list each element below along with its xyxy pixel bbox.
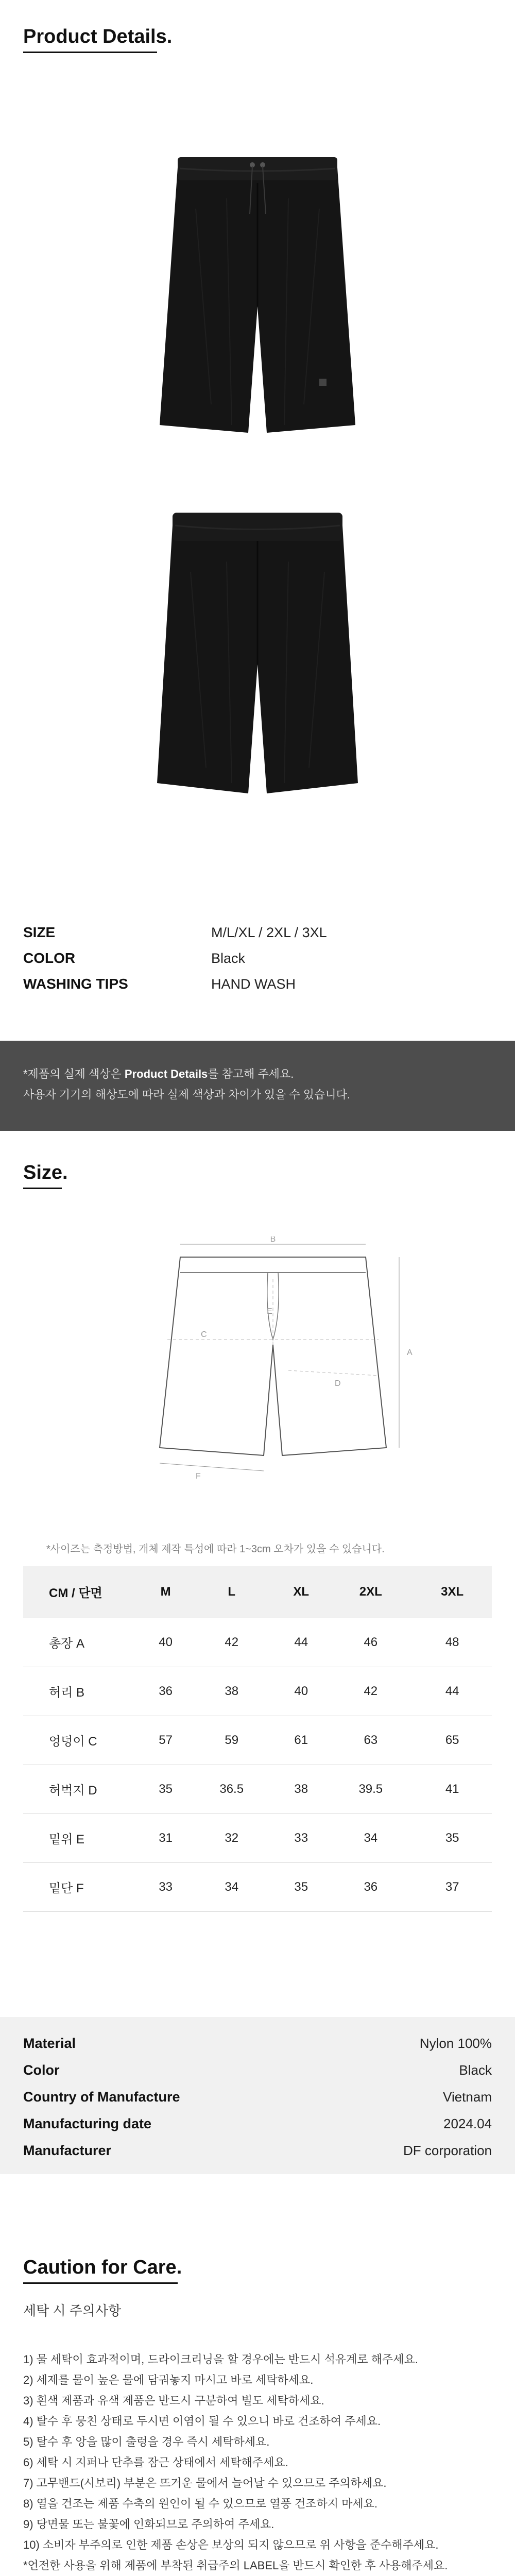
size-table-header: CM / 단면 M L XL 2XL 3XL [23, 1566, 492, 1618]
material-row: Country of Manufacture Vietnam [23, 2089, 492, 2105]
table-row: 엉덩이 C 57 59 61 63 65 [23, 1716, 492, 1765]
list-item: 8) 열을 건조는 제품 수축의 원인이 될 수 있으므로 열풍 건조하지 마세요. [23, 2497, 377, 2510]
product-details-title: Product Details. [23, 26, 172, 48]
material-row: Manufacturing date 2024.04 [23, 2115, 492, 2131]
diagram-label-f: F [196, 1472, 201, 1481]
color-note-band [0, 1041, 515, 1131]
diagram-label-e: E [267, 1307, 272, 1316]
list-item: 9) 당면물 또는 불꽃에 인화되므로 주의하여 주세요. [23, 2518, 274, 2531]
list-item: 6) 세탁 시 지퍼나 단추를 잠근 상태에서 세탁해주세요. [23, 2456, 288, 2469]
diagram-label-a: A [407, 1348, 413, 1357]
list-item: *언전한 사용을 위해 제품에 부착된 취급주의 LABEL을 반드시 확인한 후 사용해주세요. [23, 2559, 448, 2572]
color-note-line1: *제품의 실제 색상은 Product Details를 참고해 주세요. [23, 1067, 294, 1080]
spec-row-washing: WASHING TIPS HAND WASH [23, 976, 296, 992]
list-item: 5) 탈수 후 앙을 많이 출렁을 경우 즉시 세탁하세요. [23, 2435, 270, 2448]
care-title: Caution for Care. [23, 2257, 182, 2279]
spec-list [23, 920, 492, 997]
spec-row-size: SIZE M/L/XL / 2XL / 3XL [23, 924, 327, 940]
list-item: 10) 소비자 부주의로 인한 제품 손상은 보상의 되지 않으므로 위 사항을 준수해주세요. [23, 2538, 439, 2551]
spec-row-color: COLOR Black [23, 950, 246, 966]
list-item: 2) 세제를 물이 높은 물에 담궈놓지 마시고 바로 세탁하세요. [23, 2374, 314, 2386]
list-item: 1) 물 세탁이 효과적이며, 드라이크리닝을 할 경우에는 반드시 석유계로 해주세요. [23, 2353, 418, 2366]
shorts-outline-diagram [118, 1236, 427, 1494]
size-note: *사이즈는 측정방법, 개체 제작 특성에 따라 1~3cm 오차가 있을 수 있습니다. [46, 1544, 385, 1555]
shorts-back-illustration [149, 495, 366, 824]
table-row: 밑단 F 33 34 35 36 37 [23, 1862, 492, 1911]
table-row: 허벅지 D 35 36.5 38 39.5 41 [23, 1765, 492, 1814]
material-info [0, 2017, 515, 2174]
size-title-underline [23, 1188, 62, 1189]
size-diagram [118, 1236, 427, 1494]
shorts-front-photo [149, 137, 366, 466]
material-row: Color Black [23, 2062, 492, 2078]
diagram-label-d: D [335, 1379, 341, 1388]
table-row: 밑위 E 31 32 33 34 35 [23, 1814, 492, 1862]
shorts-back-photo [149, 495, 366, 824]
title-underline [23, 52, 157, 53]
color-note-line2: 사용자 기기의 해상도에 따라 실제 색상과 차이가 있을 수 있습니다. [23, 1088, 350, 1101]
list-item: 4) 탈수 후 뭉친 상태로 두시면 이염이 될 수 있으니 바로 건조하여 주세요. [23, 2415, 381, 2428]
size-title: Size. [23, 1162, 68, 1184]
care-list [23, 2349, 497, 2576]
material-row: Manufacturer DF corporation [23, 2142, 492, 2158]
care-title-underline [23, 2282, 178, 2284]
table-row: 총장 A 40 42 44 46 48 [23, 1618, 492, 1667]
diagram-label-c: C [201, 1330, 207, 1339]
list-item: 3) 흰색 제품과 유색 제품은 반드시 구분하여 별도 세탁하세요. [23, 2394, 324, 2407]
care-subtitle: 세탁 시 주의사항 [23, 2303, 122, 2318]
size-table [23, 1566, 492, 1912]
diagram-label-b: B [270, 1236, 276, 1244]
shorts-front-illustration [149, 137, 366, 466]
list-item: 7) 고무밴드(시보리) 부분은 뜨거운 물에서 늘어날 수 있으므로 주의하세요. [23, 2477, 387, 2489]
table-row: 허리 B 36 38 40 42 44 [23, 1667, 492, 1716]
material-row: Material Nylon 100% [23, 2035, 492, 2051]
